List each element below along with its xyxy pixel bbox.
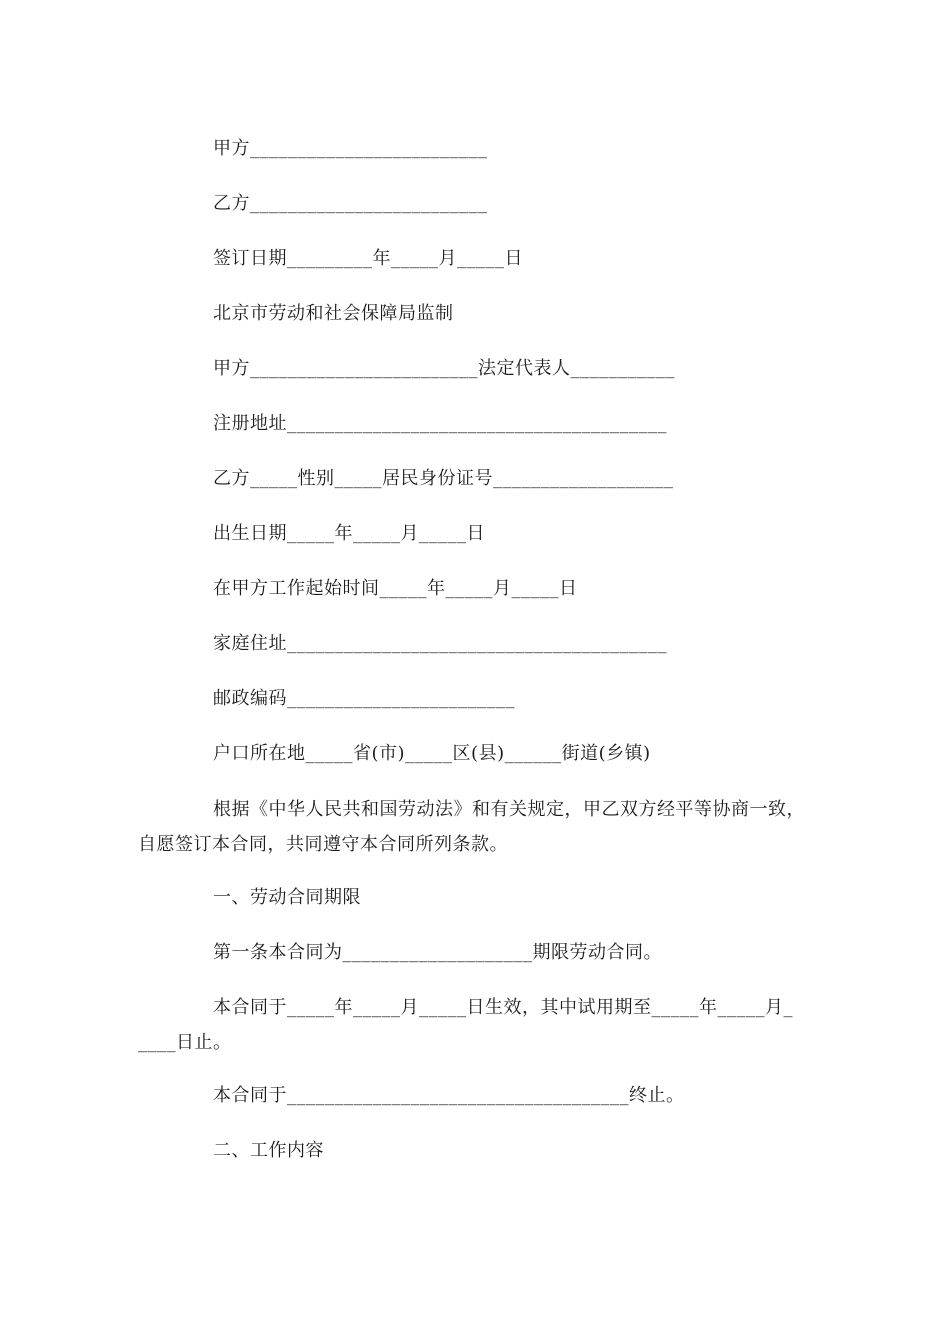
home-address-line: 家庭住址________________________________________: [213, 633, 667, 654]
postal-code-line: 邮政编码________________________: [213, 688, 515, 709]
termination-line: 本合同于____________________________________终止。: [213, 1085, 685, 1106]
preamble-line-1: 根据《中华人民共和国劳动法》和有关规定，甲乙双方经平等协商一致，: [213, 799, 805, 820]
party-b-line: 乙方_____性别_____居民身份证号___________________: [213, 468, 674, 489]
cover-party-b: 乙方_________________________: [213, 193, 488, 214]
section-1-heading: 一、劳动合同期限: [213, 887, 361, 908]
work-start-line: 在甲方工作起始时间_____年_____月_____日: [213, 578, 578, 599]
effective-line-1: 本合同于_____年_____月_____日生效，其中试用期至_____年_____月_: [213, 997, 793, 1018]
preamble-line-2: 自愿签订本合同，共同遵守本合同所列条款。: [138, 834, 508, 855]
hukou-line: 户口所在地_____省(市)_____区(县)______街道(乡镇): [213, 743, 651, 764]
cover-issuer: 北京市劳动和社会保障局监制: [213, 303, 454, 324]
cover-party-a: 甲方_________________________: [213, 138, 488, 159]
effective-paragraph: [138, 996, 828, 1055]
cover-sign-date: 签订日期_________年_____月_____日: [213, 248, 523, 269]
party-a-line: 甲方________________________法定代表人___________: [213, 358, 675, 379]
registered-address-line: 注册地址________________________________________: [213, 413, 667, 434]
preamble-paragraph: [138, 798, 828, 857]
effective-line-2: ____日止。: [138, 1032, 232, 1053]
article-1-line: 第一条本合同为____________________期限劳动合同。: [213, 942, 662, 963]
section-2-heading: 二、工作内容: [213, 1140, 324, 1161]
birth-date-line: 出生日期_____年_____月_____日: [213, 523, 485, 544]
